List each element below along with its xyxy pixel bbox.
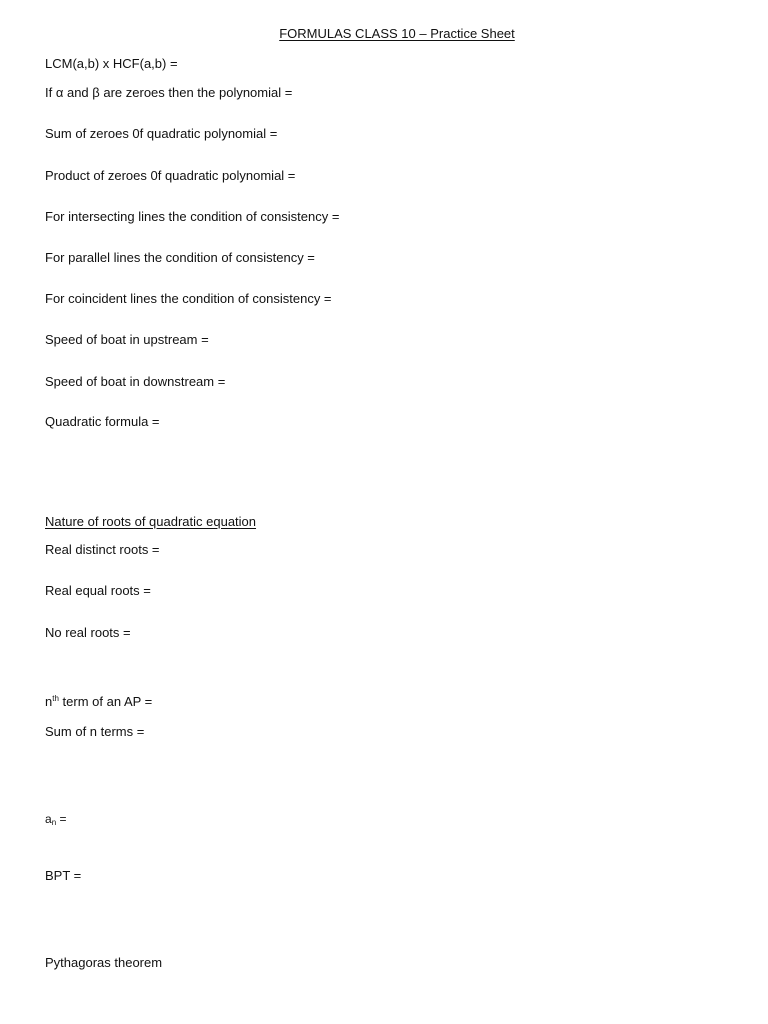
quadratic-formula-line: Quadratic formula = [45,414,160,429]
sum-of-n-terms-line: Sum of n terms = [45,724,145,739]
intersecting-lines-line: For intersecting lines the condition of consistency = [45,209,340,224]
upstream-speed-line: Speed of boat in upstream = [45,332,209,347]
an-rest: = [56,812,67,826]
bpt-line: BPT = [45,868,82,883]
lcm-hcf-line: LCM(a,b) x HCF(a,b) = [45,56,178,71]
an-base: a [45,812,52,826]
nth-term-line [45,694,152,710]
an-line [45,811,66,827]
nth-term-superscript: th [52,694,59,703]
real-equal-roots-line: Real equal roots = [45,583,151,598]
page-title-text: FORMULAS CLASS 10 – Practice Sheet [279,26,515,41]
page-title [0,26,768,42]
pythagoras-theorem-line: Pythagoras theorem [45,955,163,970]
nth-term-rest: term of an AP = [58,694,153,709]
real-distinct-roots-line: Real distinct roots = [45,542,160,557]
an-subscript: n [51,818,57,827]
nth-term-base: n [45,694,53,709]
no-real-roots-line: No real roots = [45,625,131,640]
sum-of-zeroes-line: Sum of zeroes 0f quadratic polynomial = [45,126,278,141]
zeroes-polynomial-line: If α and β are zeroes then the polynomial = [45,85,293,100]
coincident-lines-line: For coincident lines the condition of consistency = [45,291,332,306]
downstream-speed-line: Speed of boat in downstream = [45,374,226,389]
nature-of-roots-heading: Nature of roots of quadratic equation [45,514,257,529]
parallel-lines-line: For parallel lines the condition of consistency = [45,250,315,265]
product-of-zeroes-line: Product of zeroes 0f quadratic polynomial = [45,168,296,183]
